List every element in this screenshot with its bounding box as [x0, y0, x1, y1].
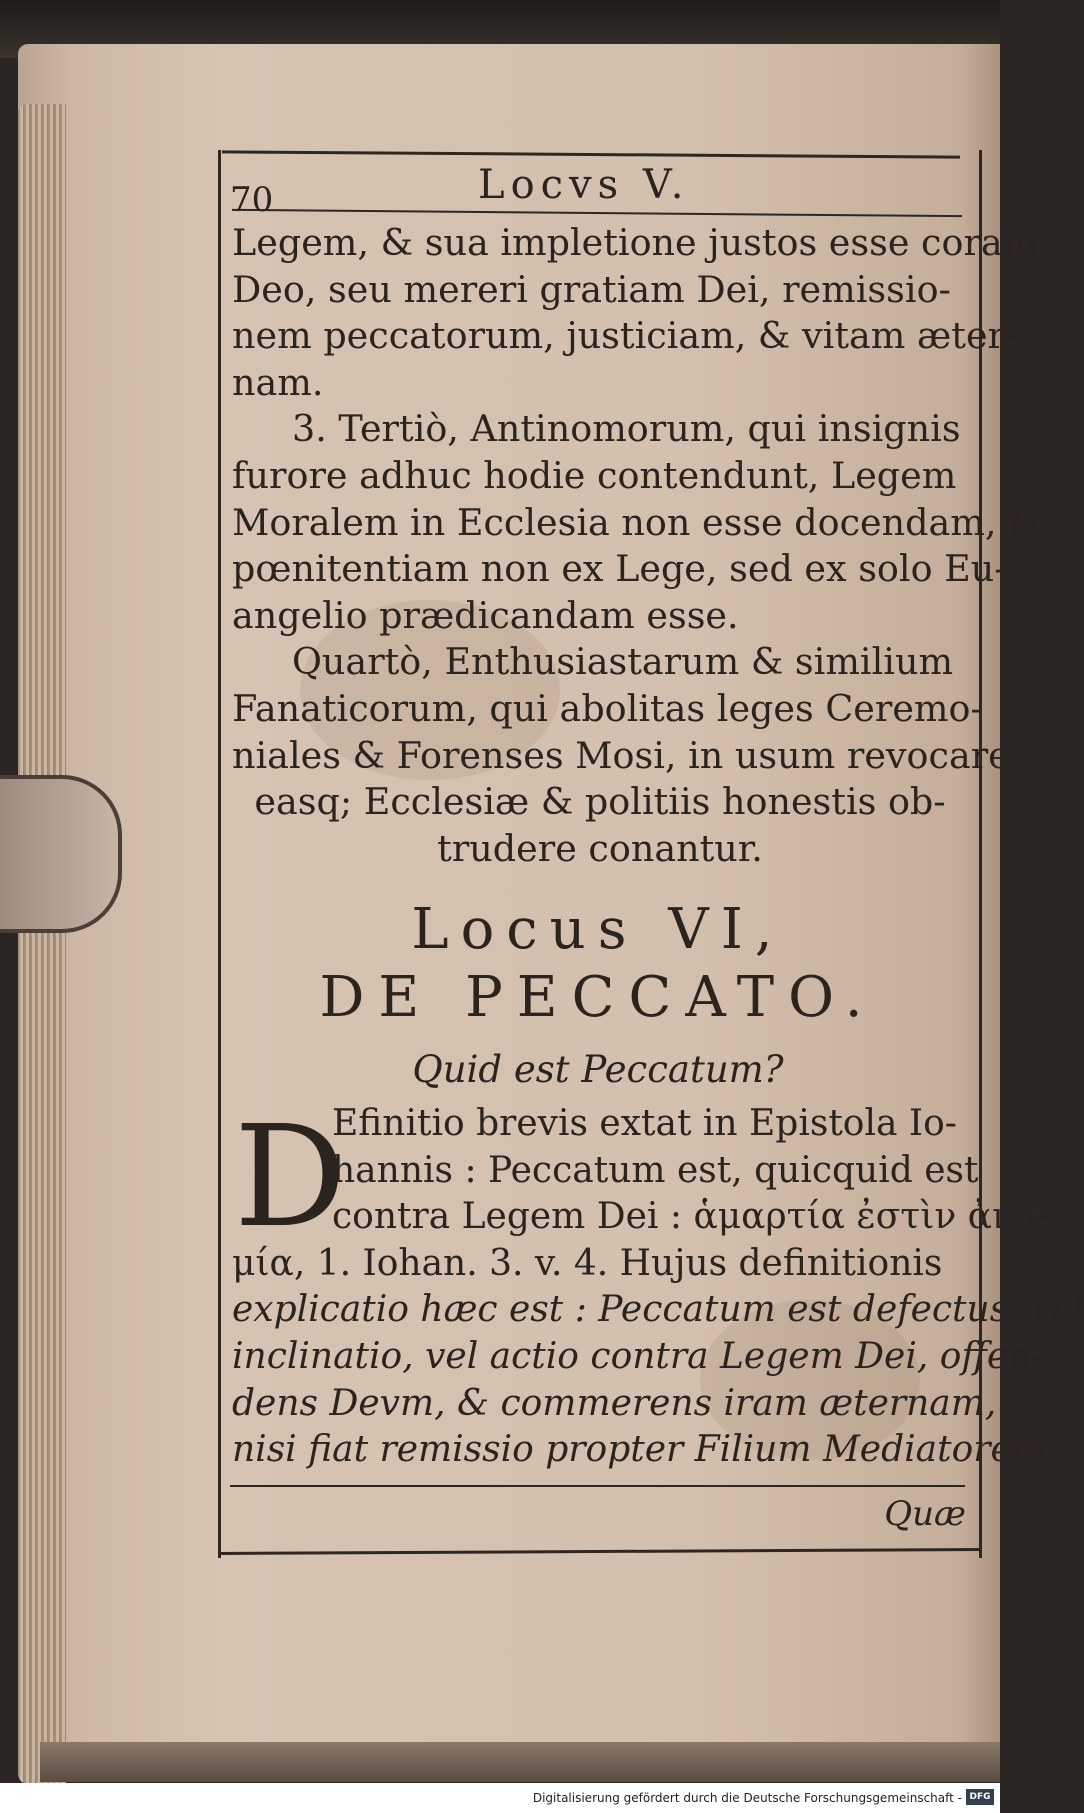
text-line: Legem, & sua impletione justos esse coram — [232, 221, 1038, 264]
page-number: 70 — [230, 180, 274, 220]
text-line: pœnitentiam non ex Lege, sed ex solo Eu- — [232, 547, 1007, 591]
drop-cap: D — [234, 1096, 347, 1259]
body-text — [232, 220, 1041, 872]
text-line: Efinitio brevis extat in Epistola Io- — [332, 1103, 957, 1144]
text-line: niales & Forenses Mosi, in usum revocare, — [232, 733, 1022, 777]
text-line: contra Legem Dei : ἁμαρτία ἐστὶν ἀνο- — [332, 1196, 1048, 1238]
text-line: dens Devm, & commerens iram æternam, — [232, 1382, 997, 1424]
text-line: angelio prædicandam esse. — [232, 593, 739, 637]
text-line: nisi fiat remissio propter Filium Mediatorem. — [232, 1429, 1058, 1471]
text-line: μία, 1. Iohan. 3. v. 4. Hujus definitionis — [232, 1242, 943, 1284]
chapter-title: Locus VI, — [411, 897, 785, 962]
text-line: furore adhuc hodie contendunt, Legem — [232, 453, 957, 497]
digitization-credit: Digitalisierung gefördert durch die Deutsche Forschungsgemeinschaft - — [532, 1791, 962, 1805]
text-line: nem peccatorum, justiciam, & vitam æter- — [232, 314, 1018, 358]
text-line: trudere conantur. — [437, 826, 763, 870]
text-line: nam. — [232, 360, 324, 404]
catchword: Quæ — [884, 1494, 966, 1534]
running-head: Locvs V. — [478, 162, 690, 208]
text-line: Quartò, Enthusiastarum & similium — [292, 640, 954, 684]
text-line: Moralem in Ecclesia non esse docendam, & — [232, 500, 1041, 544]
text-line: 3. Tertiò, Antinomorum, qui insignis — [292, 407, 961, 451]
text-end-rule — [230, 1485, 965, 1487]
text-line: inclinatio, vel actio contra Legem Dei, offen- — [232, 1335, 1044, 1377]
chapter-subtitle: DE PECCATO. — [319, 965, 877, 1030]
page-edges — [18, 104, 66, 1784]
text-line: hannis : Peccatum est, quicquid est — [332, 1149, 979, 1191]
book-bottom-edge — [40, 1742, 1000, 1782]
bookmark-ribbon — [0, 775, 122, 933]
section-question: Quid est Peccatum? — [412, 1048, 784, 1091]
definition-text — [232, 1096, 1084, 1473]
text-line: Deo, seu mereri gratiam Dei, remissio- — [232, 267, 951, 311]
text-line: Fanaticorum, qui abolitas leges Ceremo- — [232, 686, 983, 730]
dfg-logo-icon: DFG — [966, 1789, 994, 1805]
text-line: easq; Ecclesiæ & politiis honestis ob- — [254, 780, 946, 824]
text-line: explicatio hæc est : Peccatum est defectus, vel — [232, 1289, 1084, 1331]
